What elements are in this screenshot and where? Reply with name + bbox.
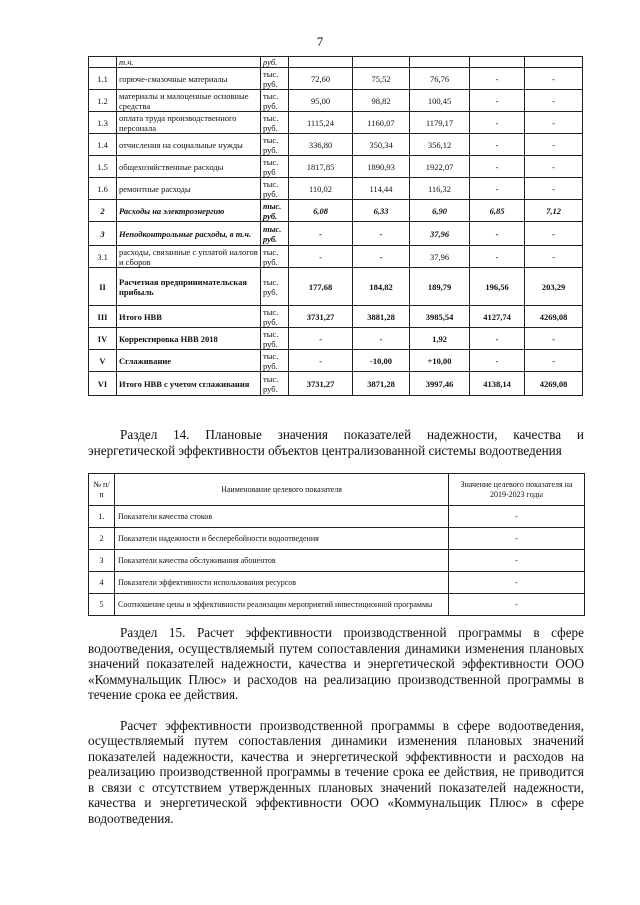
row-number: 3 [89, 222, 117, 246]
row-name: Корректировка НВВ 2018 [117, 328, 261, 350]
value-2023: - [525, 68, 583, 90]
value-2019: 72,60 [289, 68, 353, 90]
indicator-value: - [449, 550, 585, 572]
value-2022: 196,56 [470, 268, 525, 306]
section-15 [88, 625, 584, 826]
row-unit: тыс. руб. [261, 90, 289, 112]
value-2023: 203,29 [525, 268, 583, 306]
row-name: оплата труда производственного персонала [117, 112, 261, 134]
row-number: 1.5 [89, 156, 117, 178]
value-2023: - [525, 90, 583, 112]
value-2020: 98,82 [353, 90, 410, 112]
row-number: V [89, 350, 117, 372]
row-name: Сглаживание [117, 350, 261, 372]
value-2023: - [525, 178, 583, 200]
row-unit: тыс. руб. [261, 246, 289, 268]
row-unit: тыс. руб. [261, 306, 289, 328]
row-name: Итого НВВ с учетом сглаживания [117, 372, 261, 396]
table-row [89, 372, 583, 396]
value-2020: 114,44 [353, 178, 410, 200]
value-2020: 6,33 [353, 200, 410, 222]
row-number: 1.4 [89, 134, 117, 156]
value-2021: 37,96 [410, 222, 470, 246]
value-2022: 6,85 [470, 200, 525, 222]
value-2022: - [470, 350, 525, 372]
value-2020: 184,82 [353, 268, 410, 306]
value-2019: 336,80 [289, 134, 353, 156]
header-no: № п/п [89, 474, 115, 506]
value-2019: 1817,85 [289, 156, 353, 178]
value-2021: 189,79 [410, 268, 470, 306]
section-14-heading: Раздел 14. Плановые значения показателей надежности, качества и энергетической эффективности объектов централизованной системы водоотведения [88, 427, 584, 458]
row-name: Неподконтрольные расходы, в т.ч. [117, 222, 261, 246]
table-row [89, 57, 583, 68]
value-2020 [353, 57, 410, 68]
indicator-name: Показатели надежности и бесперебойности водоотведения [115, 528, 449, 550]
value-2019 [289, 57, 353, 68]
value-2021: 37,96 [410, 246, 470, 268]
value-2021: 356,12 [410, 134, 470, 156]
value-2023: 4269,08 [525, 306, 583, 328]
table-row [89, 112, 583, 134]
table-row [89, 268, 583, 306]
value-2022: - [470, 178, 525, 200]
row-number: 1.6 [89, 178, 117, 200]
row-unit: тыс. руб [261, 156, 289, 178]
row-number: 1.2 [89, 90, 117, 112]
indicator-row [89, 550, 585, 572]
value-2019: 6,08 [289, 200, 353, 222]
row-unit: тыс. руб. [261, 178, 289, 200]
expenses-table [88, 56, 583, 396]
value-2022: - [470, 156, 525, 178]
row-number: II [89, 268, 117, 306]
value-2021 [410, 57, 470, 68]
indicator-number: 1. [89, 506, 115, 528]
row-unit: тыс. руб. [261, 200, 289, 222]
value-2022: - [470, 112, 525, 134]
row-name: горюче-смазочные материалы [117, 68, 261, 90]
row-number: 1.3 [89, 112, 117, 134]
value-2020: -10,00 [353, 350, 410, 372]
value-2023: - [525, 246, 583, 268]
value-2022 [470, 57, 525, 68]
value-2020: - [353, 328, 410, 350]
value-2019: 3731,27 [289, 372, 353, 396]
row-name: Расходы на электроэнергию [117, 200, 261, 222]
indicator-value: - [449, 572, 585, 594]
row-unit: тыс. руб. [261, 350, 289, 372]
row-unit: руб. [261, 57, 289, 68]
header-value: Значение целевого показателя на 2019-2023 годы [449, 474, 585, 506]
row-name: расходы, связанные с уплатой налогов и сборов [117, 246, 261, 268]
row-number: IV [89, 328, 117, 350]
value-2021: 1,92 [410, 328, 470, 350]
section-14-title [88, 427, 584, 458]
value-2020: 1890,93 [353, 156, 410, 178]
indicator-number: 2 [89, 528, 115, 550]
table-row [89, 156, 583, 178]
value-2021: +10,00 [410, 350, 470, 372]
table-row [89, 68, 583, 90]
value-2020: 75,52 [353, 68, 410, 90]
table-row [89, 178, 583, 200]
row-number: 3.1 [89, 246, 117, 268]
value-2023: - [525, 156, 583, 178]
row-number: 2 [89, 200, 117, 222]
value-2019: 1115,24 [289, 112, 353, 134]
indicator-row [89, 572, 585, 594]
row-unit: тыс. руб. [261, 372, 289, 396]
table-row [89, 328, 583, 350]
indicators-header-row [89, 474, 585, 506]
indicator-number: 5 [89, 594, 115, 616]
table-row [89, 222, 583, 246]
table-row [89, 200, 583, 222]
value-2019: - [289, 350, 353, 372]
row-unit: тыс. руб. [261, 222, 289, 246]
value-2023: - [525, 350, 583, 372]
value-2021: 116,32 [410, 178, 470, 200]
indicator-row [89, 594, 585, 616]
value-2021: 76,76 [410, 68, 470, 90]
indicator-name: Показатели качества стоков [115, 506, 449, 528]
row-unit: тыс. руб. [261, 112, 289, 134]
indicator-name: Показатели эффективности использования ресурсов [115, 572, 449, 594]
indicators-table [88, 473, 585, 616]
value-2020: 350,34 [353, 134, 410, 156]
value-2019: 177,68 [289, 268, 353, 306]
value-2021: 6,90 [410, 200, 470, 222]
row-unit: тыс. руб. [261, 328, 289, 350]
expenses-table-body [89, 57, 583, 396]
value-2021: 1922,07 [410, 156, 470, 178]
table-row [89, 90, 583, 112]
indicators-table-body [89, 506, 585, 616]
value-2022: 4138,14 [470, 372, 525, 396]
row-name: общехозяйственные расходы [117, 156, 261, 178]
indicator-value: - [449, 594, 585, 616]
value-2023: - [525, 112, 583, 134]
row-name: материалы и малоценные основные средства [117, 90, 261, 112]
value-2019: - [289, 246, 353, 268]
value-2021: 100,45 [410, 90, 470, 112]
value-2019: - [289, 328, 353, 350]
table-row [89, 134, 583, 156]
row-unit: тыс. руб. [261, 68, 289, 90]
value-2020: 1160,07 [353, 112, 410, 134]
value-2023 [525, 57, 583, 68]
value-2022: - [470, 222, 525, 246]
row-name: ремонтные расходы [117, 178, 261, 200]
indicator-value: - [449, 528, 585, 550]
page-number: 7 [316, 34, 324, 49]
value-2023: - [525, 328, 583, 350]
value-2022: - [470, 246, 525, 268]
value-2023: - [525, 222, 583, 246]
row-name: т.ч. [117, 57, 261, 68]
row-name: отчисления на социальные нужды [117, 134, 261, 156]
value-2020: - [353, 246, 410, 268]
value-2019: 3731,27 [289, 306, 353, 328]
table-row [89, 246, 583, 268]
indicator-row [89, 506, 585, 528]
value-2020: 3881,28 [353, 306, 410, 328]
value-2022: - [470, 134, 525, 156]
row-number: VI [89, 372, 117, 396]
table-row [89, 306, 583, 328]
value-2020: - [353, 222, 410, 246]
row-number: III [89, 306, 117, 328]
value-2022: 4127,74 [470, 306, 525, 328]
indicator-value: - [449, 506, 585, 528]
value-2019: 110,02 [289, 178, 353, 200]
value-2023: 7,12 [525, 200, 583, 222]
row-unit: тыс. руб. [261, 268, 289, 306]
value-2023: 4269,08 [525, 372, 583, 396]
value-2021: 3997,46 [410, 372, 470, 396]
value-2023: - [525, 134, 583, 156]
row-number: 1.1 [89, 68, 117, 90]
value-2022: - [470, 328, 525, 350]
row-number [89, 57, 117, 68]
table-row [89, 350, 583, 372]
indicator-row [89, 528, 585, 550]
row-name: Расчетная предпринимательская прибыль [117, 268, 261, 306]
value-2019: - [289, 222, 353, 246]
value-2020: 3871,28 [353, 372, 410, 396]
indicator-number: 4 [89, 572, 115, 594]
section-15-heading: Раздел 15. Расчет эффективности производственной программы в сфере водоотведения, осуществляемый путем сопоставления динамики изменения плановых значений показателей надежности, качества и энергетической эффективности ООО «Коммунальщик Плюс» и расходов на реализацию производственной программы в течение срока ее действия. [88, 625, 584, 702]
value-2019: 95,00 [289, 90, 353, 112]
indicator-number: 3 [89, 550, 115, 572]
indicator-name: Показатели качества обслуживания абонентов [115, 550, 449, 572]
value-2021: 3985,54 [410, 306, 470, 328]
value-2022: - [470, 68, 525, 90]
value-2021: 1179,17 [410, 112, 470, 134]
indicator-name: Соотношение цены и эффективности реализации мероприятий инвестиционной программы [115, 594, 449, 616]
row-unit: тыс. руб. [261, 134, 289, 156]
section-15-paragraph: Расчет эффективности производственной программы в сфере водоотведения, осуществляемый путем сопоставления динамики изменения плановых значений показателей надежности, качества и энергетической эффективности и расходов на реализацию производственной программы в течение срока ее действия, не приводится в связи с отсутствием утвержденных плановых значений показателей надежности, качества и энергетической эффективности ООО «Коммунальщик Плюс» в сфере водоотведения. [88, 717, 584, 826]
row-name: Итого НВВ [117, 306, 261, 328]
header-name: Наименование целевого показателя [115, 474, 449, 506]
value-2022: - [470, 90, 525, 112]
